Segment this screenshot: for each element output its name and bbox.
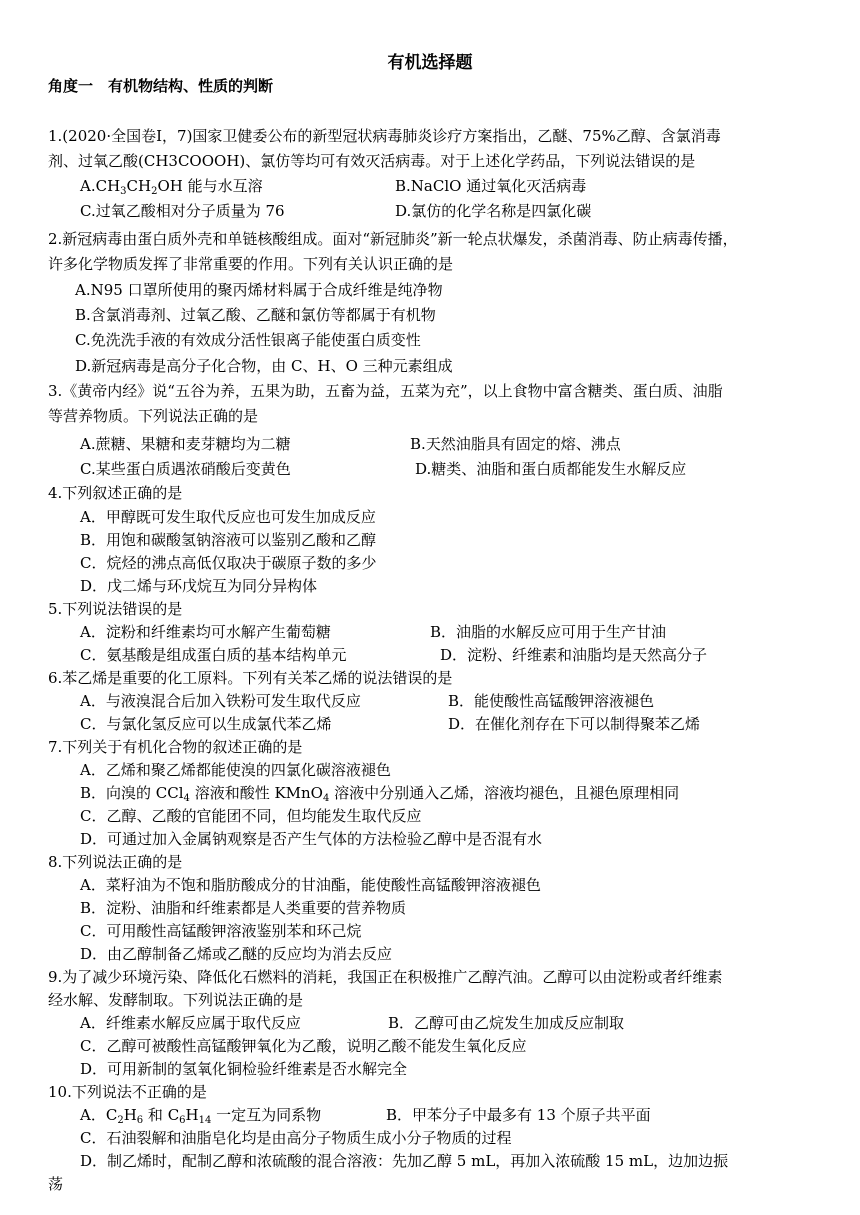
q4-option-a: A．甲醇既可发生取代反应也可发生加成反应 bbox=[80, 508, 376, 526]
q2-option-d: D.新冠病毒是高分子化合物，由 C、H、O 三种元素组成 bbox=[75, 357, 453, 375]
q10-option-a: A．$C_2H_6$ 和 $C_6H_{14}$ 一定互为同系物 bbox=[80, 1106, 322, 1126]
q5-option-a: A．淀粉和纤维素均可水解产生葡萄糖 bbox=[80, 623, 331, 641]
q6-option-d: D．在催化剂存在下可以制得聚苯乙烯 bbox=[448, 715, 701, 733]
q2-stem-line2: 许多化学物质发挥了非常重要的作用。下列有关认识正确的是 bbox=[48, 255, 454, 273]
q2-stem-line1: 2.新冠病毒由蛋白质外壳和单链核酸组成。面对“新冠肺炎”新一轮点状爆发，杀菌消毒、防止病毒传播， bbox=[48, 230, 738, 248]
q3-stem-line2: 等营养物质。下列说法正确的是 bbox=[48, 407, 259, 425]
q8-stem: 8.下列说法正确的是 bbox=[48, 853, 183, 871]
q4-option-b: B．用饱和碳酸氢钠溶液可以鉴别乙酸和乙醇 bbox=[80, 531, 377, 549]
q1-stem-line1: 1.(2020·全国卷Ⅰ，7)国家卫健委公布的新型冠状病毒肺炎诊疗方案指出，乙醚、75%乙醇、含氯消毒 bbox=[48, 127, 721, 145]
section-heading: 角度一 有机物结构、性质的判断 bbox=[48, 77, 274, 95]
q5-option-c: C．氨基酸是组成蛋白质的基本结构单元 bbox=[80, 646, 347, 664]
q6-stem: 6.苯乙烯是重要的化工原料。下列有关苯乙烯的说法错误的是 bbox=[48, 669, 453, 687]
page-title: 有机选择题 bbox=[387, 53, 473, 73]
q9-stem-line2: 经水解、发酵制取。下列说法正确的是 bbox=[48, 991, 304, 1009]
q3-option-c: C.某些蛋白质遇浓硝酸后变黄色 bbox=[80, 460, 291, 478]
q10-option-c: C．石油裂解和油脂皂化均是由高分子物质生成小分子物质的过程 bbox=[80, 1129, 512, 1147]
q4-option-d: D．戊二烯与环戊烷互为同分异构体 bbox=[80, 577, 318, 595]
q8-option-c: C．可用酸性高锰酸钾溶液鉴别苯和环己烷 bbox=[80, 922, 362, 940]
q6-option-c: C．与氯化氢反应可以生成氯代苯乙烯 bbox=[80, 715, 332, 733]
q1-option-b: B.NaClO 通过氧化灭活病毒 bbox=[395, 177, 587, 195]
q4-stem: 4.下列叙述正确的是 bbox=[48, 484, 183, 502]
q9-option-b: B．乙醇可由乙烷发生加成反应制取 bbox=[388, 1014, 625, 1032]
q5-stem: 5.下列说法错误的是 bbox=[48, 600, 183, 618]
q10-option-b: B．甲苯分子中最多有 13 个原子共平面 bbox=[386, 1106, 651, 1124]
q7-option-c: C．乙醇、乙酸的官能团不同，但均能发生取代反应 bbox=[80, 807, 422, 825]
q9-option-c: C．乙醇可被酸性高锰酸钾氧化为乙酸，说明乙酸不能发生氧化反应 bbox=[80, 1037, 527, 1055]
q6-option-a: A．与液溴混合后加入铁粉可发生取代反应 bbox=[80, 692, 361, 710]
q2-option-c: C.免洗洗手液的有效成分活性银离子能使蛋白质变性 bbox=[75, 331, 421, 349]
q1-option-c: C.过氧乙酸相对分子质量为 76 bbox=[80, 202, 285, 220]
q9-stem-line1: 9.为了减少环境污染、降低化石燃料的消耗，我国正在积极推广乙醇汽油。乙醇可以由淀粉或者纤维素 bbox=[48, 968, 723, 986]
q8-option-b: B．淀粉、油脂和纤维素都是人类重要的营养物质 bbox=[80, 899, 407, 917]
q7-option-b: B．向溴的 CCl$_4$ 溶液和酸性 KMnO$_4$ 溶液中分别通入乙烯，溶液均褪色，且褪色原理相同 bbox=[80, 784, 680, 804]
q1-stem-line2: 剂、过氧乙酸(CH3COOOH)、氯仿等均可有效灭活病毒。对于上述化学药品，下列说法错误的是 bbox=[48, 152, 696, 170]
q3-option-b: B.天然油脂具有固定的熔、沸点 bbox=[410, 435, 621, 453]
q3-option-a: A.蔗糖、果糖和麦芽糖均为二糖 bbox=[80, 435, 291, 453]
q8-option-d: D．由乙醇制备乙烯或乙醚的反应均为消去反应 bbox=[80, 945, 393, 963]
q2-option-a: A.N95 口罩所使用的聚丙烯材料属于合成纤维是纯净物 bbox=[75, 281, 443, 299]
q10-stem: 10.下列说法不正确的是 bbox=[48, 1083, 207, 1101]
q9-option-d: D．可用新制的氢氧化铜检验纤维素是否水解完全 bbox=[80, 1060, 408, 1078]
q10-option-d-line2: 荡 bbox=[48, 1175, 64, 1193]
q3-stem-line1: 3.《黄帝内经》说“五谷为养，五果为助，五畜为益，五菜为充”，以上食物中富含糖类、蛋白质、油脂 bbox=[48, 382, 723, 400]
q1-option-a: $A.CH_3CH_2OH$ 能与水互溶 bbox=[80, 177, 263, 197]
q4-option-c: C．烷烃的沸点高低仅取决于碳原子数的多少 bbox=[80, 554, 377, 572]
q2-option-b: B.含氯消毒剂、过氧乙酸、乙醚和氯仿等都属于有机物 bbox=[75, 306, 436, 324]
q9-option-a: A．纤维素水解反应属于取代反应 bbox=[80, 1014, 301, 1032]
q7-stem: 7.下列关于有机化合物的叙述正确的是 bbox=[48, 738, 303, 756]
q5-option-b: B．油脂的水解反应可用于生产甘油 bbox=[430, 623, 667, 641]
q7-option-d: D．可通过加入金属钠观察是否产生气体的方法检验乙醇中是否混有水 bbox=[80, 830, 543, 848]
q6-option-b: B．能使酸性高锰酸钾溶液褪色 bbox=[448, 692, 655, 710]
q5-option-d: D．淀粉、纤维素和油脂均是天然高分子 bbox=[440, 646, 708, 664]
q7-option-a: A．乙烯和聚乙烯都能使溴的四氯化碳溶液褪色 bbox=[80, 761, 391, 779]
q10-option-d-line1: D．制乙烯时，配制乙醇和浓硫酸的混合溶液：先加乙醇 5 mL，再加入浓硫酸 15 mL，边加边振 bbox=[80, 1152, 729, 1170]
q8-option-a: A．菜籽油为不饱和脂肪酸成分的甘油酯，能使酸性高锰酸钾溶液褪色 bbox=[80, 876, 541, 894]
q3-option-d: D.糖类、油脂和蛋白质都能发生水解反应 bbox=[415, 460, 687, 478]
q1-option-d: D.氯仿的化学名称是四氯化碳 bbox=[395, 202, 592, 220]
